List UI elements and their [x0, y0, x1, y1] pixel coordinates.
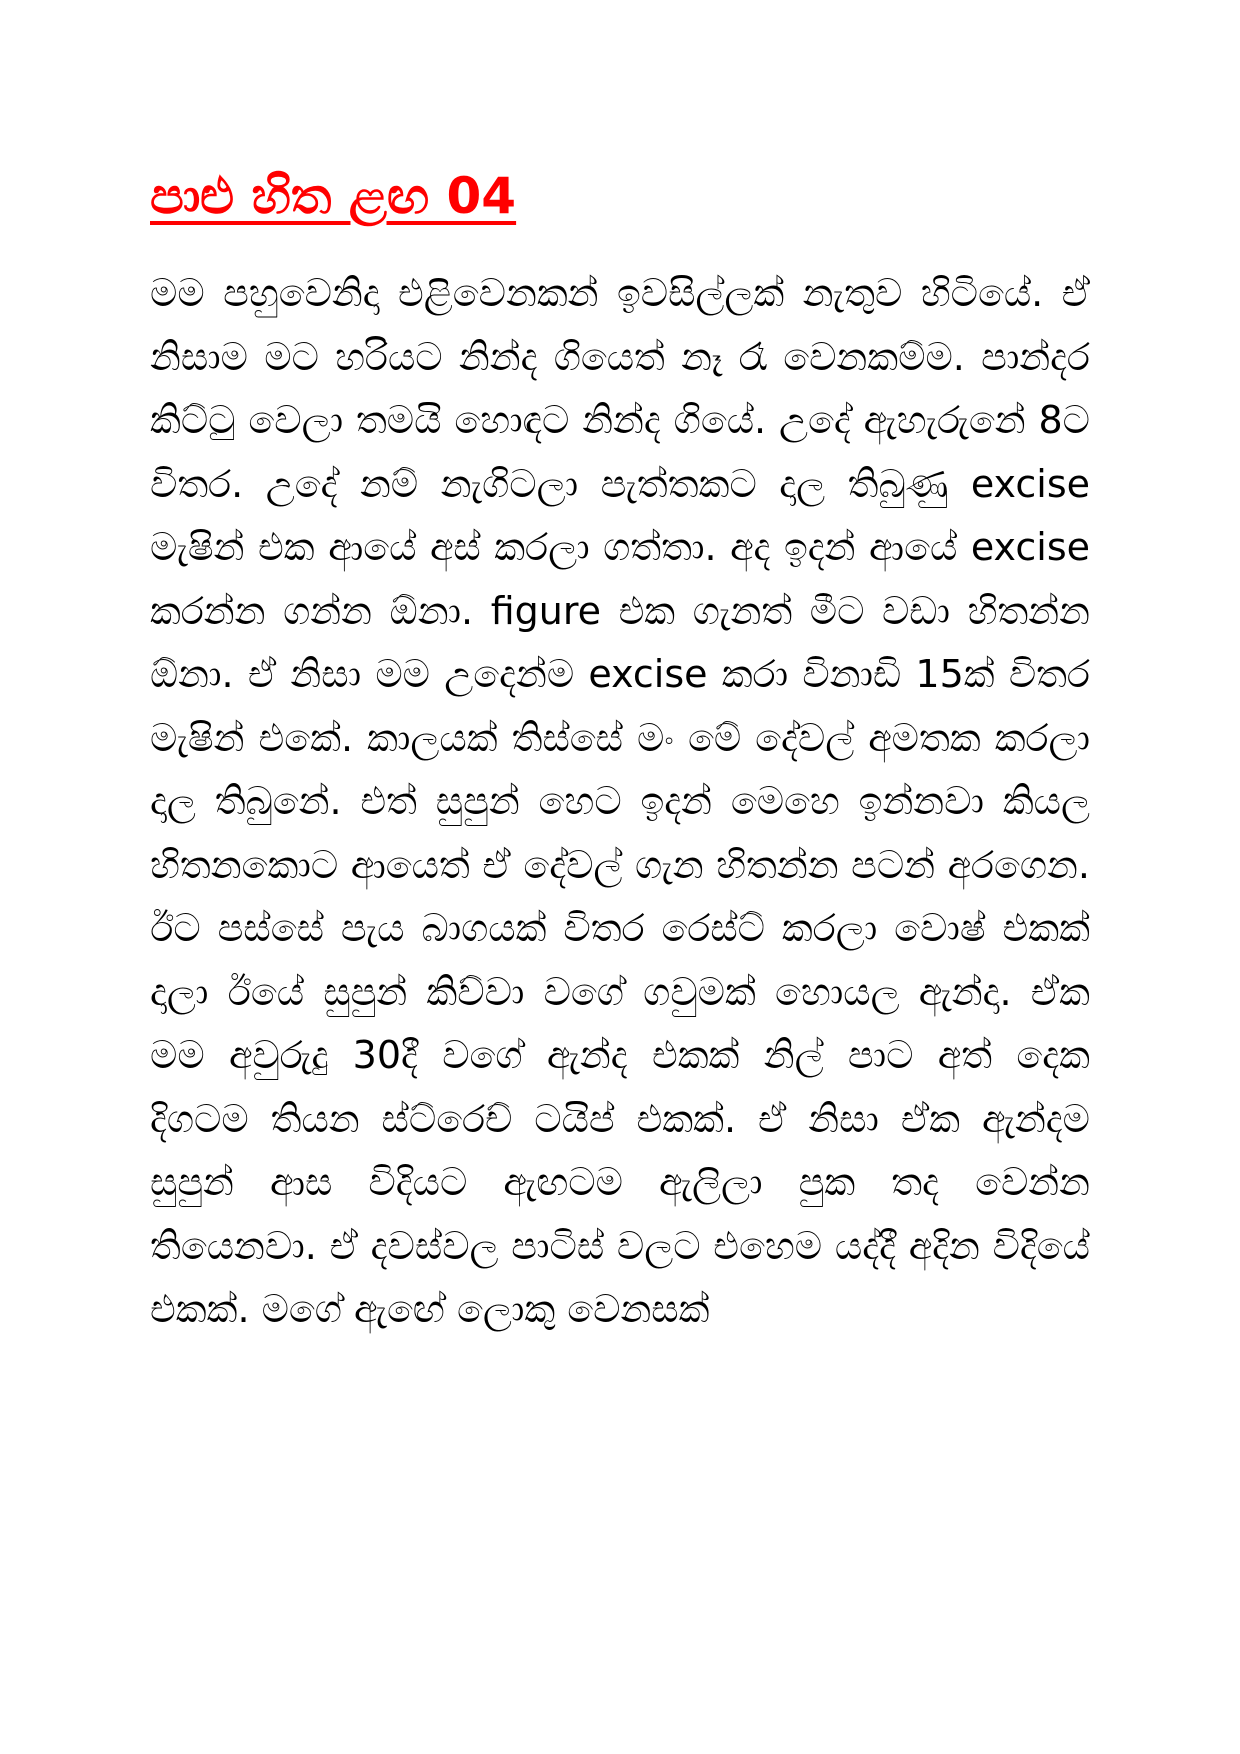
- document-body: [150, 262, 1090, 1602]
- body-paragraph: මම පහුවෙනිදා එළිවෙනකන් ඉවසිල්ලක් නැතුව හිටියේ. ඒ නිසාම මට හරියට නින්ද ගියෙත් නෑ රෑ වෙනකම්ම. පාන්දර කිට්ටු වෙලා තමයි හොඳට නින්ද ගියේ. උදේ ඇහැරුනේ 8ට විතර. උදේ නම් නැගිටලා පැත්තකට දාල තිබුණු excise මැෂින් එක ආයේ අස් කරලා ගත්තා. අද ඉදන් ආයේ excise කරන්න ගන්න ඕනා. figure එක ගැනත් මීට වඩා හිතන්න ඕනා. ඒ නිසා මම උදෙන්ම excise කරා විනාඩි 15ක් විතර මැෂින් එකේ. කාලයක් තිස්සේ මං මේ දේවල් අමතක කරලා දාල තිබුනේ. එත් සුපුන් හෙට ඉදන් මෙහෙ ඉන්නවා කියල හිතනකොට ආයෙත් ඒ දේවල් ගැන හිතන්න පටන් අරගෙන. ඊට පස්සේ පැය බාගයක් විතර රෙස්ට් කරලා වොෂ් එකක් දාලා ඊයේ සුපුන් කිව්වා වගේ ගවුමක් හොයල ඇන්දා. ඒක මම අවුරුදු 30දී වගේ ඇන්ද එකක් නිල් පාට අත් දෙක දිගටම තියන ස්ට්රෙච් ටයිප් එකක්. ඒ නිසා ඒක ඇන්දම සුපුන් ආස විදියට ඇඟටම ඇලිලා පුක තද වෙන්න තියෙනවා. ඒ දවස්වල පාටිස් වලට එහෙම යද්දී අදින විදියේ එකක්. මගේ ඇඟේ ලොකු වෙනසක්: [150, 271, 1090, 1331]
- document-title: පාළු හිත ළඟ 04: [150, 167, 517, 225]
